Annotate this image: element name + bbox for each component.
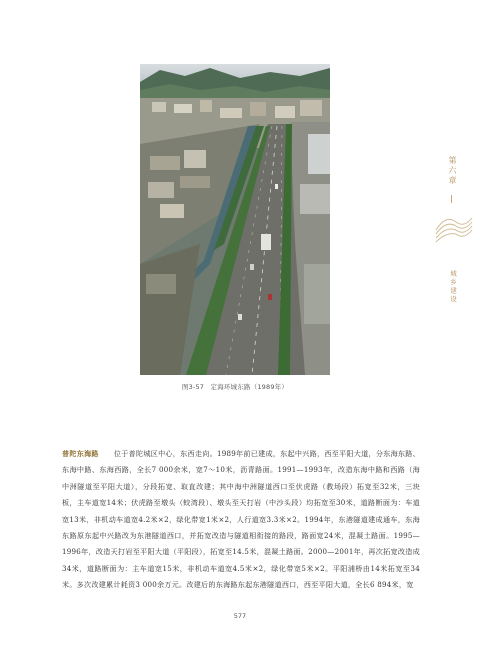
entry-text: 位于普陀城区中心，东西走向。1989年前已建成，东起中兴路，西至平阳大道，分东海东路、东海中路、东海西路，全长7 000余米，宽7～10米，沥青路面。1991—1993年，改造东海中路和西路（海中洲隧道至平阳大道），分段拓宽、取直改建；其中海中洲隧道西口至伏虎路（教场段）拓宽至32米，三块板，主车道宽14米；伏虎路至墩头（蛟湾段）、墩头至天打岩（中沙头段）均拓宽至30米，道路断面为：车道宽13米，非机动车道宽4.2米×2，绿化带宽1米×2，人行道宽3.3米×2。1994年，东港隧道建成通车，东海东路原东起中兴路改为东港隧道西口，并拓宽改造与隧道相衔接的路段，路面宽24米，混凝土路面。1995—1996年，改造天打岩至平阳大道（平阳段），拓宽至14.5米，混凝土路面。2000—2001年，再次拓宽改造成34米，道路断面为：主车道宽15米，非机动车道宽4.5米×2，绿化带宽5米×2。平阳浦桥由14米拓宽至34米。多次改建累计耗资3 000余万元。改建后的东海路东起东港隧道西口，西至平阳大道，全长6 894米，宽: [62, 449, 420, 590]
body-paragraph: [62, 446, 420, 594]
page-number: 577: [233, 612, 247, 620]
figure-caption-text: 定海环城东路（1989年）: [210, 383, 289, 391]
wave-ornament-icon: [434, 204, 474, 252]
figure-photo: [140, 64, 330, 375]
figure-caption: [140, 382, 330, 391]
entry-term: 普陀东海路: [62, 449, 99, 458]
chapter-label: 第六章: [448, 156, 457, 186]
section-label: 城乡建设: [449, 270, 457, 304]
figure-number: 图3-57: [181, 383, 205, 391]
sidebar-divider: [451, 195, 452, 203]
